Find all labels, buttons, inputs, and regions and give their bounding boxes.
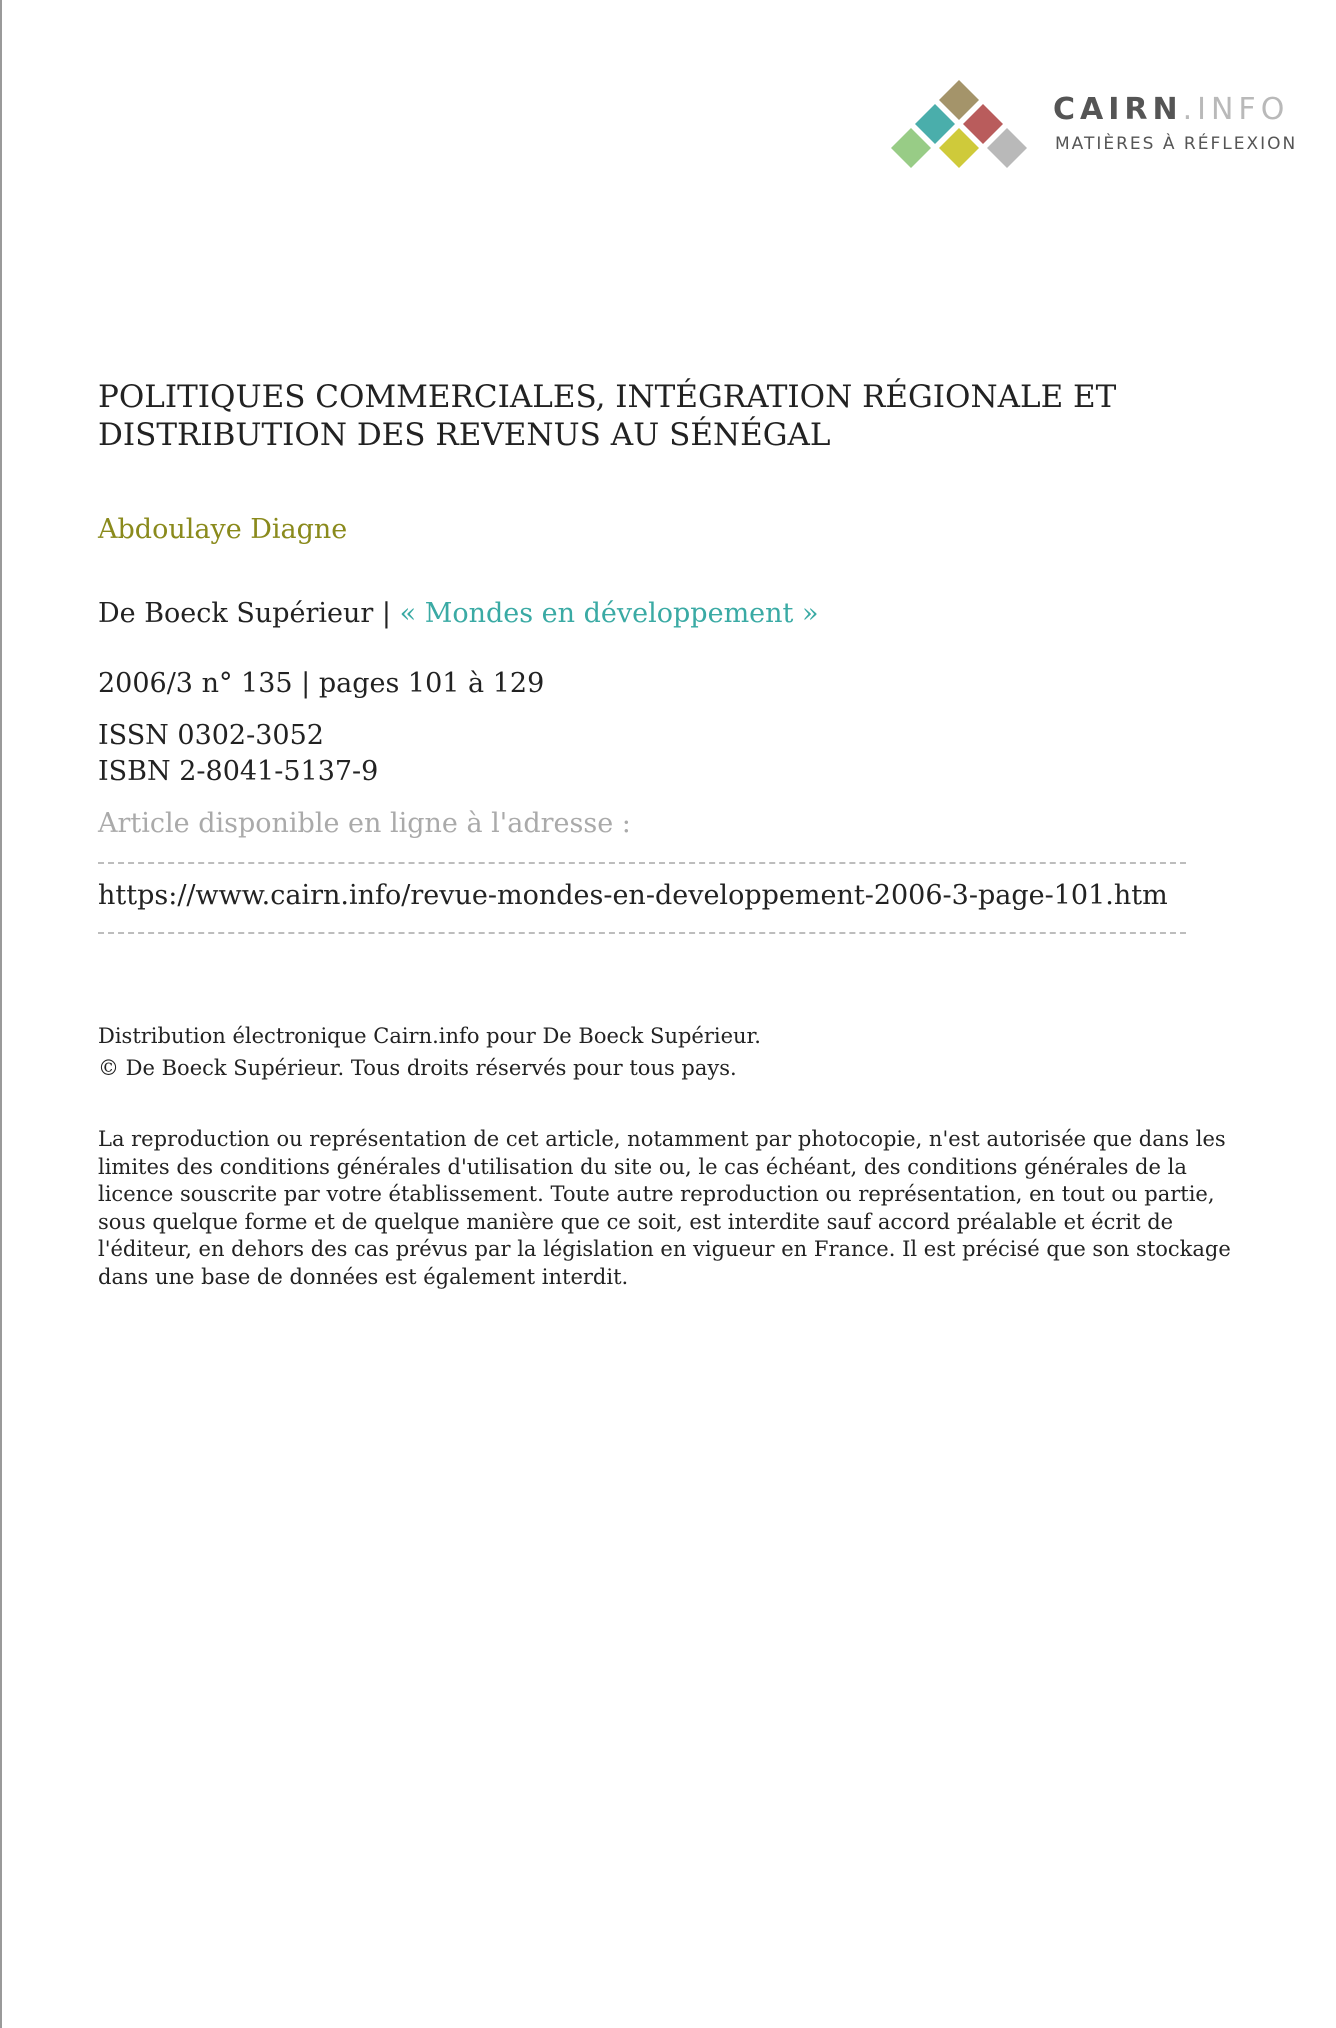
article-title	[98, 378, 1248, 454]
journal-link[interactable]: « Mondes en développement »	[399, 598, 819, 629]
legal-notice	[98, 1126, 1308, 1291]
logo-wordmark	[1053, 92, 1289, 127]
available-online-label: Article disponible en ligne à l'adresse :	[98, 808, 631, 839]
article-url-link[interactable]: https://www.cairn.info/revue-mondes-en-developpement-2006-3-page-101.htm	[98, 880, 1168, 911]
issn: ISSN 0302-3052	[98, 720, 324, 751]
issue-info: 2006/3 n° 135 | pages 101 à 129	[98, 668, 545, 699]
legal-notice-line-5: l'éditeur, en dehors des cas prévus par la législation en vigueur en France. Il est précisé que son stockage	[98, 1237, 1231, 1261]
legal-notice-line-6: dans une base de données est également interdit.	[98, 1264, 629, 1289]
cairn-diamonds-icon	[889, 78, 1039, 178]
page-edge	[0, 0, 2, 2028]
legal-notice-line-1: La reproduction ou représentation de cet article, notamment par photocopie, n'est autorisée que dans les	[98, 1127, 1226, 1151]
cairn-logo[interactable]	[889, 78, 1309, 178]
distribution-notice: Distribution électronique Cairn.info pour De Boeck Supérieur.	[98, 1024, 761, 1048]
article-title-line-1: POLITIQUES COMMERCIALES, INTÉGRATION RÉGIONALE ET	[98, 379, 1117, 415]
legal-notice-line-4: sous quelque forme et de quelque manière que ce soit, est interdite sauf accord préalable et écrit de	[98, 1209, 1174, 1234]
legal-notice-line-3: licence souscrite par votre établissement. Toute autre reproduction ou représentation, en tout ou partie,	[98, 1182, 1215, 1206]
article-title-line-2: DISTRIBUTION DES REVENUS AU SÉNÉGAL	[98, 417, 831, 453]
publisher-separator: |	[373, 598, 400, 629]
logo-brand: CAIRN	[1053, 92, 1183, 127]
legal-notice-line-2: limites des conditions générales d'utilisation du site ou, le cas échéant, des conditions générales de la	[98, 1154, 1187, 1179]
publisher-name: De Boeck Supérieur	[98, 598, 374, 629]
copyright-notice: © De Boeck Supérieur. Tous droits réservés pour tous pays.	[98, 1056, 737, 1080]
logo-brand-suffix: .INFO	[1182, 92, 1290, 127]
author-name[interactable]: Abdoulaye Diagne	[98, 514, 348, 545]
logo-tagline: MATIÈRES À RÉFLEXION	[1055, 134, 1298, 154]
isbn: ISBN 2-8041-5137-9	[98, 756, 379, 787]
dashed-divider-bottom	[98, 932, 1186, 934]
dashed-divider-top	[98, 862, 1186, 864]
publisher-line	[98, 598, 819, 629]
